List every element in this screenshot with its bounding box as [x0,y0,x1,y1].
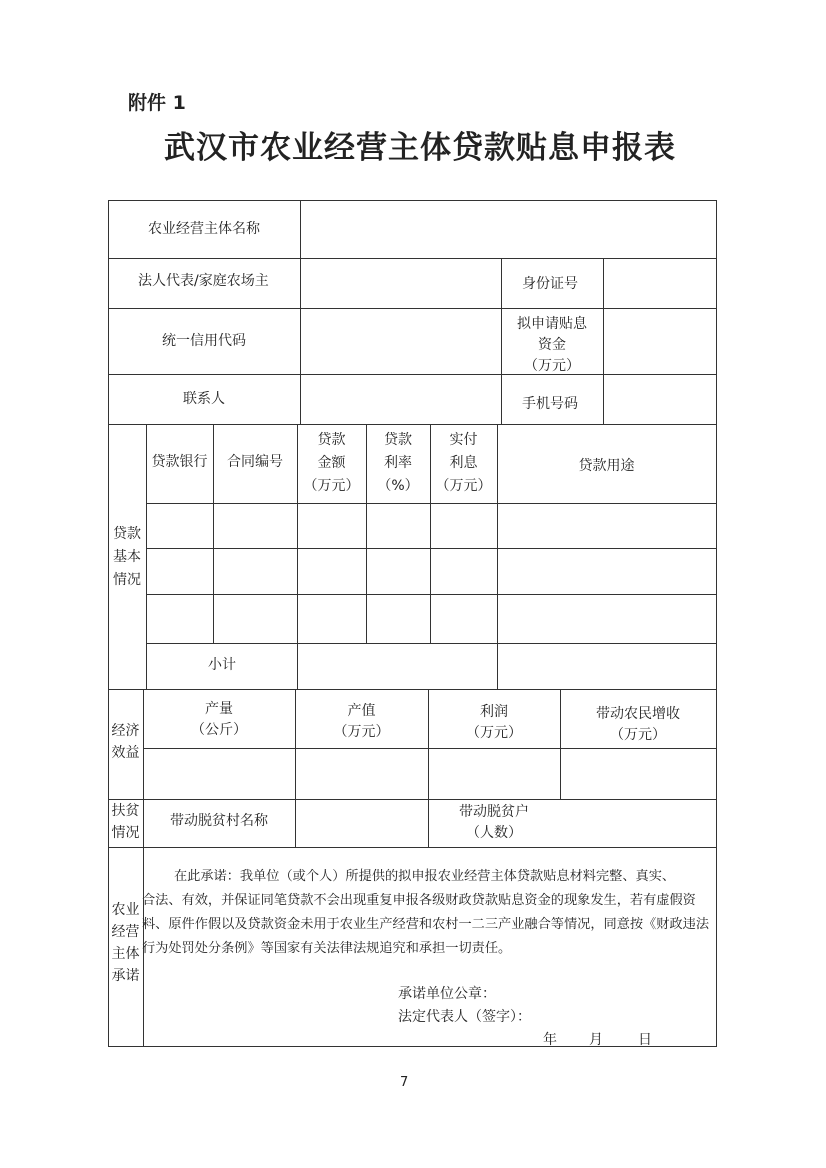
pledge-section-label-3: 主体 [111,946,140,962]
profit-label-1: 利润 [480,704,508,720]
pledge-section-label-2: 经营 [111,924,140,940]
pledge-section-label-1: 农业 [111,902,140,918]
loan-section-label-2: 基本 [113,549,141,565]
date-month: 月 [589,1032,603,1048]
form-title: 武汉市农业经营主体贷款贴息申报表 [164,130,676,166]
subsidy-apply-label-2: 资金 [538,337,566,353]
credit-code-label: 统一信用代码 [162,333,246,349]
pledge-text-rest: 合法、有效，并保证同笔贷款不会出现重复申报各级财政贷款贴息资金的现象发生，若有虚假资料、原件作假以及贷款资金未用于农业生产经营和农村一二三产业融合等情况，同意按《财政违法行为处罚处分条例》等国家有关法律法规追究和承担一切责任。 [142,893,710,956]
col-loan-rate-1: 贷款 [384,432,412,448]
col-loan-rate-3: （%） [377,478,419,494]
poverty-village-name-label: 带动脱贫村名称 [170,813,268,829]
legal-rep-label: 法人代表/家庭农场主 [138,273,269,289]
signature-label: 法定代表人（签字）： [398,1009,531,1025]
col-loan-bank: 贷款银行 [151,454,208,470]
attachment-label: 附件 1 [128,92,186,114]
pledge-text [142,865,712,961]
page-number: 7 [400,1075,409,1090]
econ-section-label-1: 经济 [111,723,140,739]
poverty-section-label-1: 扶贫 [111,803,140,819]
subsidy-apply-label-1: 拟申请贴息 [517,316,587,332]
pledge-section-label-4: 承诺 [111,968,140,984]
col-interest-2: 利息 [449,455,478,471]
col-loan-use: 贷款用途 [578,458,635,474]
col-contract-number: 合同编号 [227,454,283,470]
col-loan-amount-1: 贷款 [317,432,346,448]
output-label-2: （公斤） [191,722,247,738]
col-interest-3: （万元） [435,478,492,494]
col-loan-amount-3: （万元） [303,478,360,494]
income-label-1: 带动农民增收 [596,706,680,722]
mobile-label: 手机号码 [522,396,578,412]
poverty-households-label-2: （人数） [466,825,522,841]
pledge-text-line1: 在此承诺：我单位（或个人）所提供的拟申报农业经营主体贷款贴息材料完整、真实、 [174,869,676,884]
poverty-section-label-2: 情况 [111,825,140,841]
subtotal-label: 小计 [208,657,236,673]
id-number-label: 身份证号 [522,276,578,292]
entity-name-label: 农业经营主体名称 [148,221,260,237]
loan-section-label-1: 贷款 [113,526,141,542]
income-label-2: （万元） [610,727,666,743]
poverty-households-label-1: 带动脱贫户 [459,804,529,820]
loan-section-label-3: 情况 [113,572,141,588]
col-loan-rate-2: 利率 [384,455,412,471]
contact-label: 联系人 [183,391,225,407]
econ-section-label-2: 效益 [111,745,140,761]
seal-label: 承诺单位公章： [398,986,496,1002]
date-year: 年 [543,1032,557,1048]
output-label-1: 产量 [205,701,233,717]
subsidy-apply-label-3: （万元） [524,358,580,374]
date-day: 日 [638,1032,652,1048]
col-interest-1: 实付 [449,432,478,448]
value-label-1: 产值 [347,703,376,719]
value-label-2: （万元） [333,724,390,740]
col-loan-amount-2: 金额 [317,455,346,471]
profit-label-2: （万元） [466,725,522,741]
